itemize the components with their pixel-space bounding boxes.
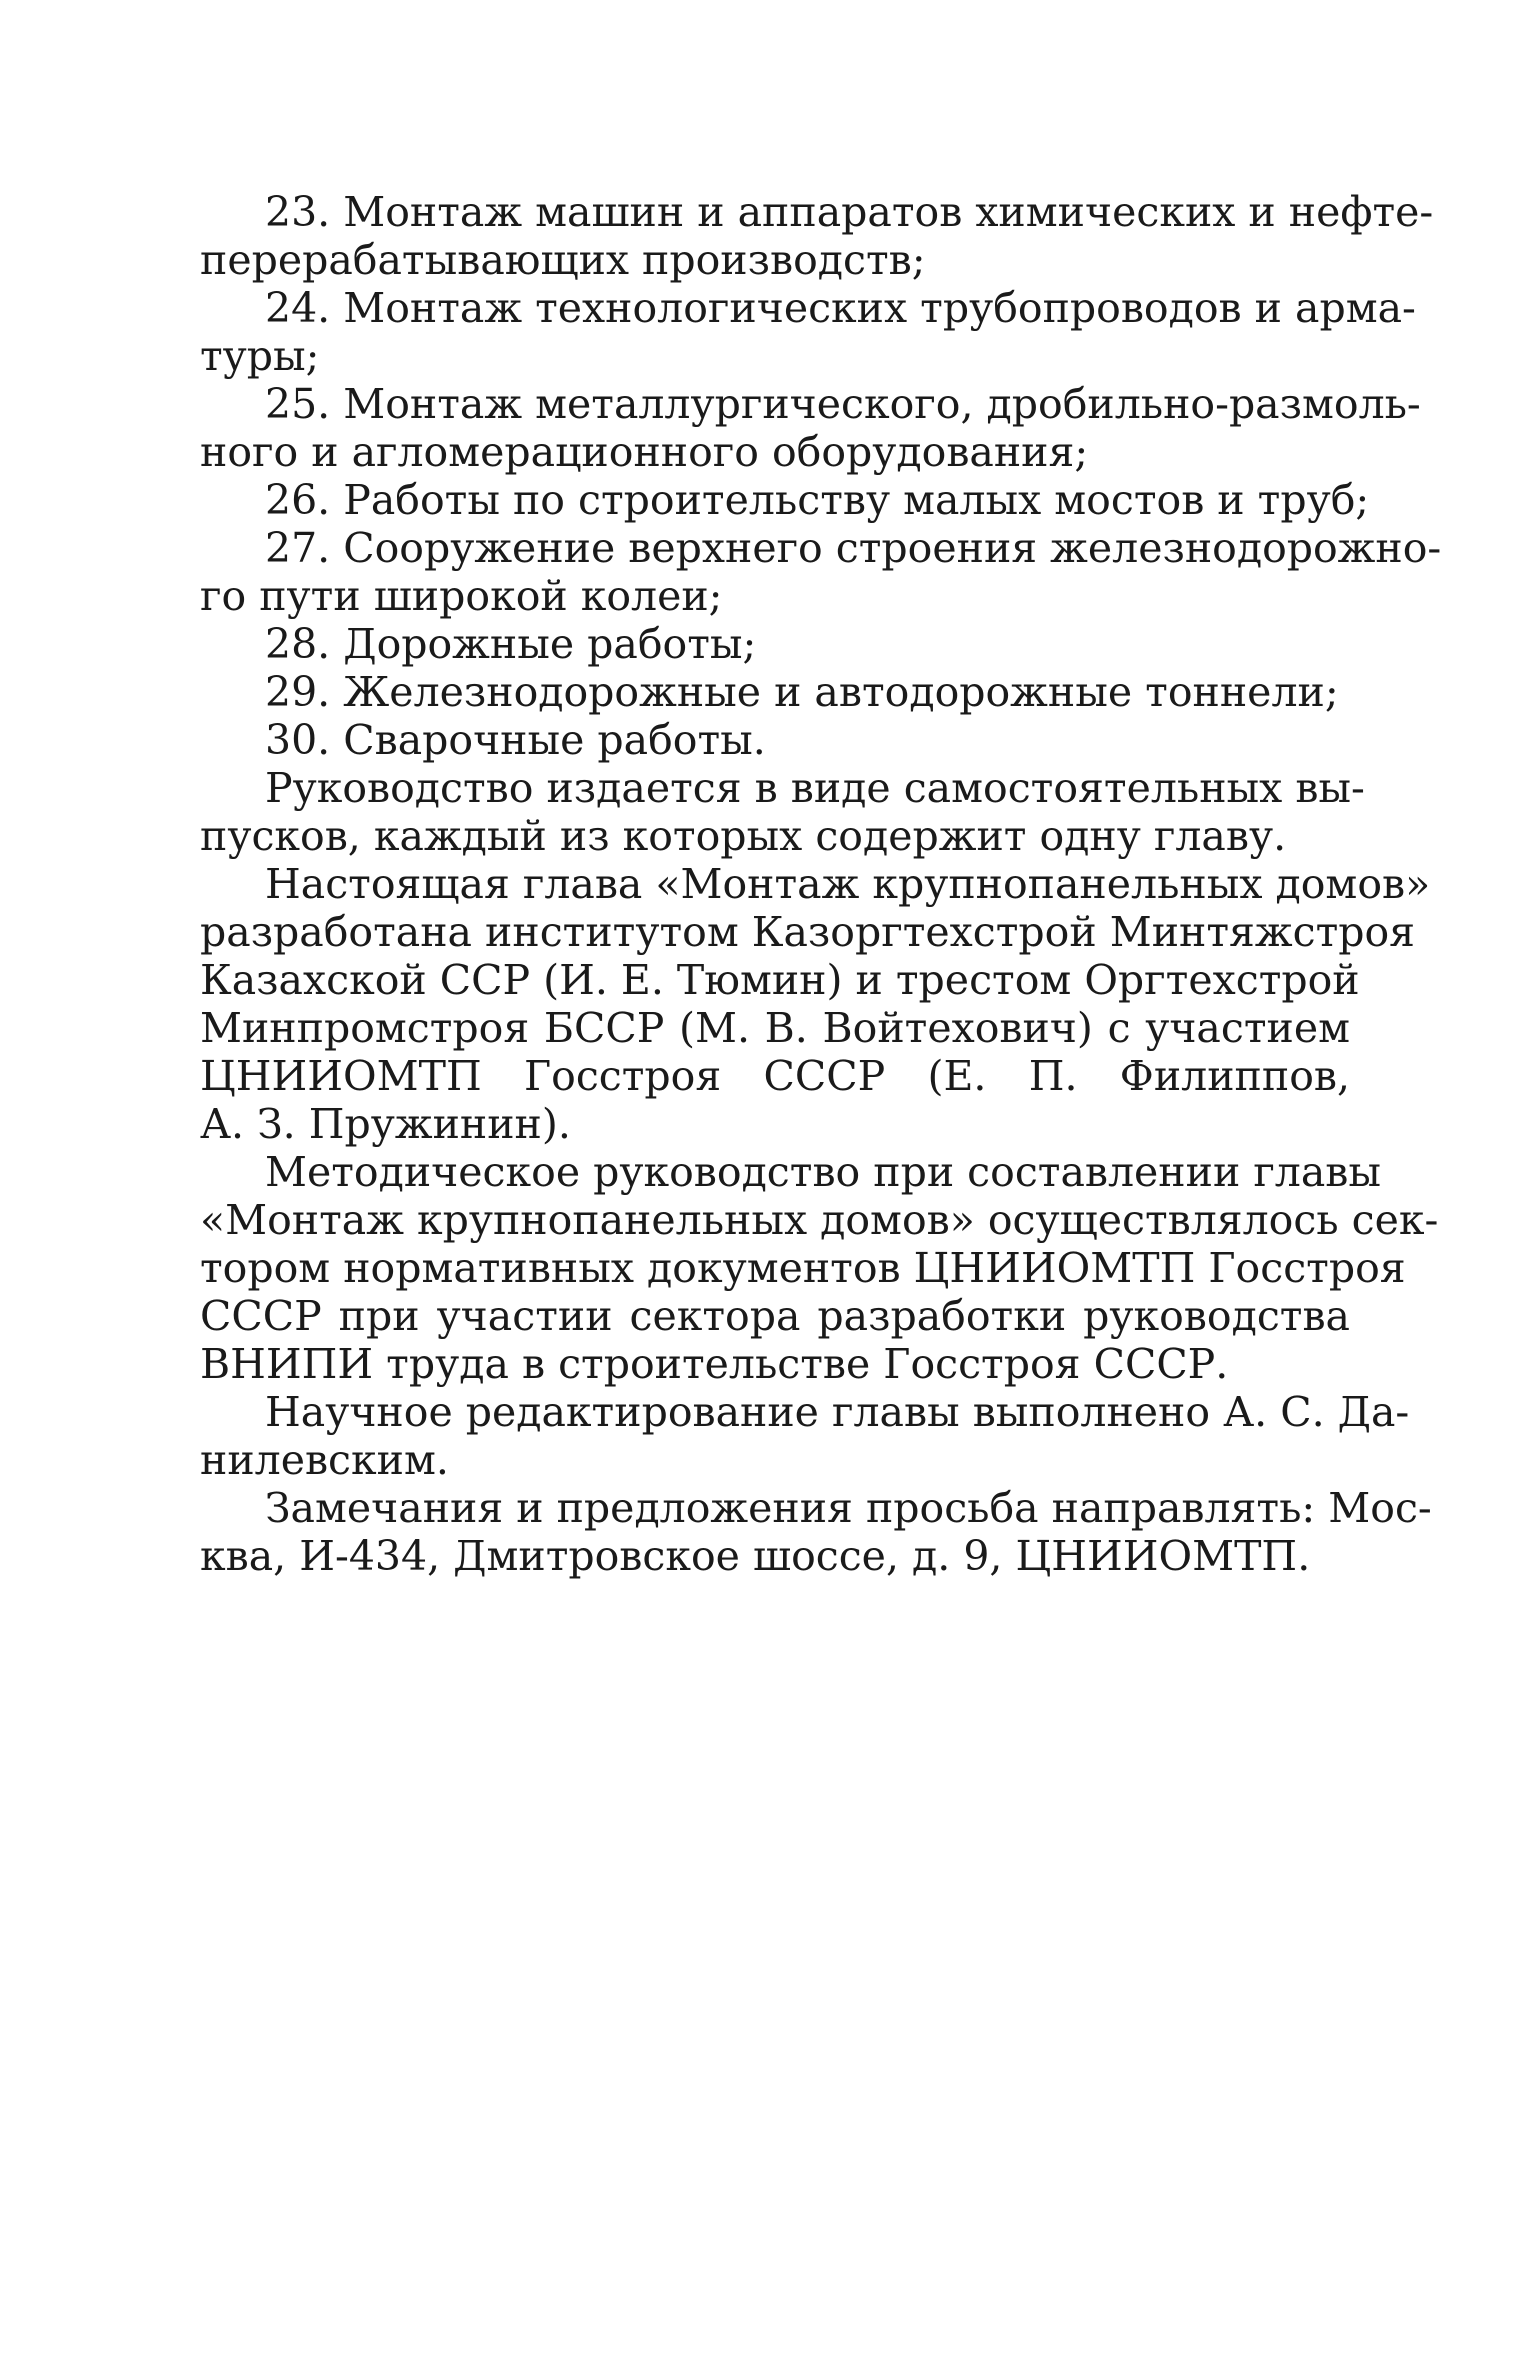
text-line: 27. Сооружение верхнего строения железнодорожно- — [265, 524, 1442, 572]
text-line: 25. Монтаж металлургического, дробильно-размоль- — [265, 380, 1421, 428]
text-line: СССР при участии сектора разработки руководства — [200, 1292, 1350, 1340]
text-line: Замечания и предложения просьба направлять: Мос- — [265, 1484, 1432, 1532]
text-line: Научное редактирование главы выполнено А. С. Да- — [265, 1388, 1410, 1436]
text-line: 30. Сварочные работы. — [265, 716, 766, 764]
text-body — [200, 188, 1442, 1580]
text-line: Минпромстроя БССР (М. В. Войтехович) с участием — [200, 1004, 1350, 1052]
text-line: Казахской ССР (И. Е. Тюмин) и трестом Оргтехстрой — [200, 956, 1360, 1004]
text-line: ВНИПИ труда в строительстве Госстроя СССР. — [200, 1340, 1229, 1388]
text-line: ного и агломерационного оборудования; — [200, 428, 1089, 476]
text-line: Настоящая глава «Монтаж крупнопанельных домов» — [265, 860, 1431, 908]
text-line: 26. Работы по строительству малых мостов и труб; — [265, 476, 1370, 524]
text-line: тором нормативных документов ЦНИИОМТП Госстроя — [200, 1244, 1406, 1292]
text-line: 24. Монтаж технологических трубопроводов и арма- — [265, 284, 1416, 332]
text-line: «Монтаж крупнопанельных домов» осуществлялось сек- — [200, 1196, 1439, 1244]
text-line: го пути широкой колеи; — [200, 572, 723, 620]
text-line: нилевским. — [200, 1436, 449, 1484]
text-line: 23. Монтаж машин и аппаратов химических и нефте- — [265, 188, 1434, 236]
text-line: туры; — [200, 332, 320, 380]
text-line: ЦНИИОМТП Госстроя СССР (Е. П. Филиппов, — [200, 1052, 1350, 1100]
text-line: разработана институтом Казоргтехстрой Минтяжстроя — [200, 908, 1416, 956]
text-line: Методическое руководство при составлении главы — [265, 1148, 1382, 1196]
text-line: пусков, каждый из которых содержит одну главу. — [200, 812, 1287, 860]
text-line: А. З. Пружинин). — [200, 1100, 571, 1148]
text-line: 29. Железнодорожные и автодорожные тоннели; — [265, 668, 1339, 716]
text-line: перерабатывающих производств; — [200, 236, 926, 284]
text-line: Руководство издается в виде самостоятельных вы- — [265, 764, 1365, 812]
text-line: ква, И-434, Дмитровское шоссе, д. 9, ЦНИИОМТП. — [200, 1532, 1311, 1580]
text-line: 28. Дорожные работы; — [265, 620, 757, 668]
